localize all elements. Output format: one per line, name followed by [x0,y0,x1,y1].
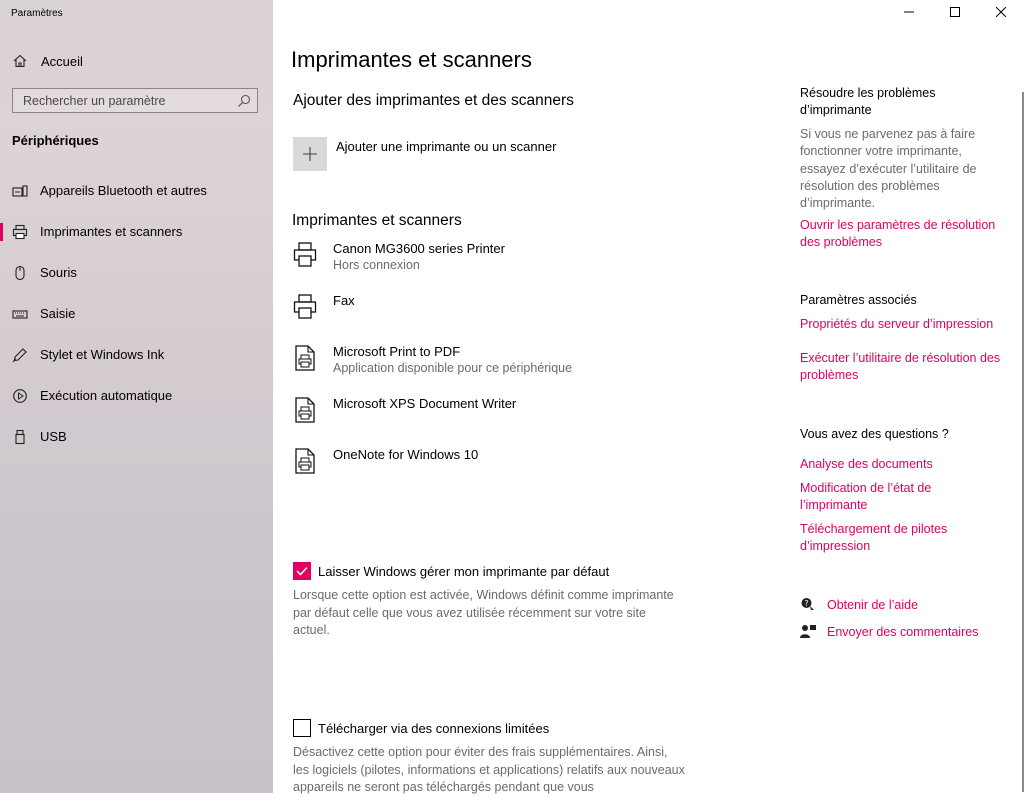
printer-list [293,240,713,498]
sidebar-item-mouse[interactable] [0,252,273,293]
troubleshoot-text: Si vous ne parvenez pas à faire fonctionner votre imprimante, essayez d’exécuter l’utilitaire de résolution des problèmes d’imprimante. [800,127,977,211]
download-drivers-link[interactable]: Téléchargement de pilotes d’impression [800,522,948,554]
sidebar [0,0,273,793]
printer-name: Microsoft XPS Document Writer [333,395,517,411]
sidebar-item-label: USB [40,429,67,444]
default-printer-checkbox-row[interactable] [293,562,609,580]
sidebar-item-label: Saisie [40,306,76,321]
main-content [273,0,1024,793]
svg-text:?: ? [804,599,809,608]
sidebar-item-pen[interactable] [0,334,273,375]
sidebar-item-label: Exécution automatique [40,388,173,403]
default-printer-description: Lorsque cette option est activée, Windows définit comme imprimante par défaut celle que vous avez utilisée récemment sur votre site actuel. [293,588,674,637]
autoplay-icon [12,388,28,404]
troubleshoot-link[interactable]: Ouvrir les paramètres de résolution des problèmes [800,218,996,250]
sidebar-item-autoplay[interactable] [0,375,273,416]
sidebar-item-typing[interactable] [0,293,273,334]
printer-name: Canon MG3600 series Printer [333,241,505,256]
sidebar-section-title: Périphériques [12,133,99,148]
document-printer-icon [293,343,317,373]
bluetooth-devices-icon [12,183,28,199]
add-section-title: Ajouter des imprimantes et des scanners [293,92,574,109]
send-feedback-link[interactable] [800,624,978,640]
metered-label: Télécharger via des connexions limitées [318,720,550,736]
checkmark-icon [296,566,308,576]
default-printer-checkbox[interactable] [293,562,311,580]
document-printer-icon [293,395,317,425]
printer-status: Hors connexion [333,258,420,272]
sidebar-item-label: Stylet et Windows Ink [40,347,165,362]
plus-icon [293,137,327,171]
questions-title: Vous avez des questions ? [800,427,949,441]
printer-icon [12,224,28,240]
printer-name: OneNote for Windows 10 [333,447,479,462]
sidebar-nav [0,170,273,457]
home-nav-item[interactable] [12,52,83,70]
search-box[interactable] [12,88,258,113]
keyboard-icon [12,306,28,322]
feedback-icon [800,624,816,640]
metered-checkbox-row[interactable] [293,719,549,737]
sidebar-item-label: Souris [40,265,77,280]
metered-description: Désactivez cette option pour éviter des frais supplémentaires. Ainsi, les logiciels (pilotes, informations et applications) relatifs aux nouveaux appareils ne seront pas téléchargés pendant que vous [293,745,685,794]
search-icon[interactable] [237,94,251,108]
mouse-icon [12,265,28,281]
troubleshoot-title: Résoudre les problèmes d’imprimante [800,86,936,118]
printer-name: Microsoft Print to PDF [333,344,461,359]
sidebar-item-label: Appareils Bluetooth et autres [40,183,207,198]
sidebar-item-bluetooth[interactable] [0,170,273,211]
printer-item-pdf[interactable] [293,343,713,395]
printer-item-xps[interactable] [293,395,713,447]
printer-item-fax[interactable] [293,292,713,344]
run-troubleshooter-link[interactable]: Exécuter l’utilitaire de résolution des problèmes [800,351,1001,383]
home-label: Accueil [41,53,83,69]
home-icon [12,53,28,69]
metered-checkbox[interactable] [293,719,311,737]
sidebar-item-printers[interactable] [0,211,273,252]
search-input[interactable] [13,93,237,109]
add-printer-button[interactable] [293,137,556,171]
usb-icon [12,429,28,445]
printer-icon [293,292,317,322]
change-printer-status-link[interactable]: Modification de l’état de l’imprimante [800,481,932,513]
printer-item-onenote[interactable] [293,446,713,498]
pen-icon [12,347,28,363]
send-feedback-label: Envoyer des commentaires [827,625,979,639]
printers-section-title: Imprimantes et scanners [292,212,462,229]
sidebar-item-label: Imprimantes et scanners [40,224,183,239]
app-title: Paramètres [11,8,63,19]
related-settings-title: Paramètres associés [800,293,917,307]
sidebar-item-usb[interactable] [0,416,273,457]
page-title: Imprimantes et scanners [291,47,532,72]
get-help-label: Obtenir de l’aide [827,598,919,612]
print-server-properties-link[interactable]: Propriétés du serveur d’impression [800,317,994,331]
default-printer-label: Laisser Windows gérer mon imprimante par défaut [318,563,610,579]
scan-documents-link[interactable]: Analyse des documents [800,457,933,471]
add-printer-label: Ajouter une imprimante ou un scanner [336,139,557,154]
get-help-link[interactable] [800,597,918,613]
printer-status: Application disponible pour ce périphérique [333,361,573,375]
printer-icon [293,240,317,270]
printer-name: Fax [333,292,355,308]
document-printer-icon [293,446,317,476]
help-chat-icon [800,597,816,613]
printer-item-canon[interactable] [293,240,713,292]
